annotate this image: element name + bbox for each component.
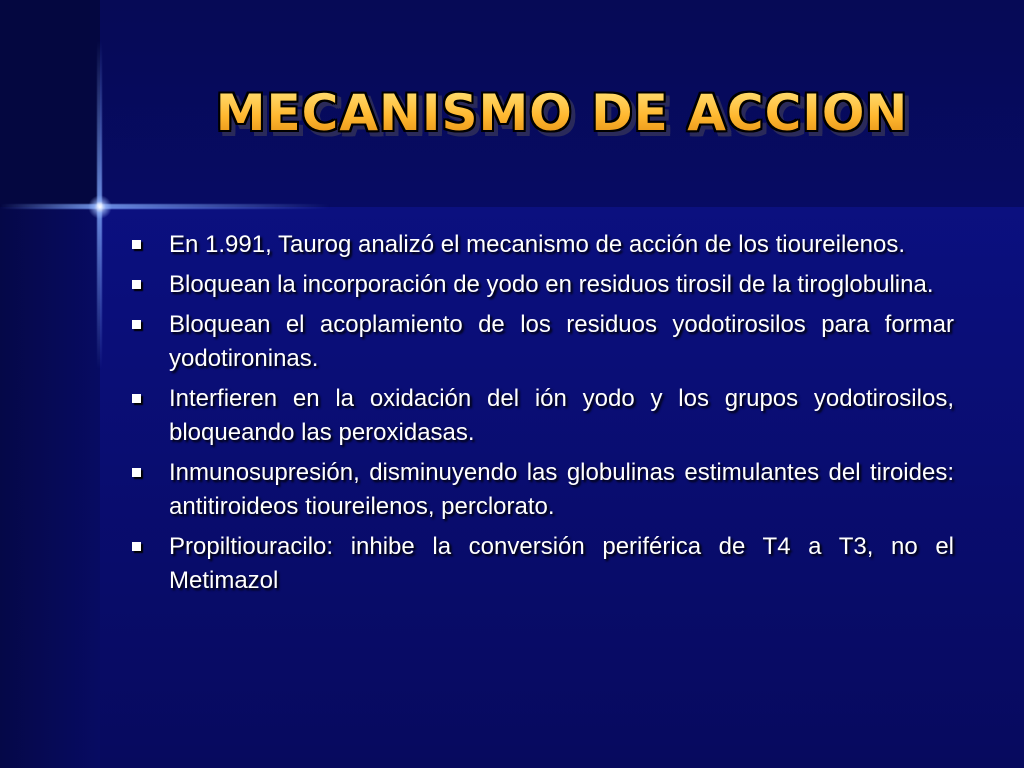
bullet-item (128, 268, 954, 302)
sparkle-star-icon (88, 195, 112, 219)
bullet-text: Interfieren en la oxidación del ión yodo y los grupos yodotirosilos, bloqueando las peroxidasas. (169, 385, 954, 446)
bullet-text: Bloquean la incorporación de yodo en residuos tirosil de la tiroglobulina. (169, 271, 934, 298)
bullet-item (128, 308, 954, 376)
bullet-item (128, 228, 954, 262)
bullet-text: Inmunosupresión, disminuyendo las globulinas estimulantes del tiroides: antitiroideos tioureilenos, perclorato. (169, 459, 954, 520)
bullet-item (128, 456, 954, 524)
bullet-text: En 1.991, Taurog analizó el mecanismo de acción de los tioureilenos. (169, 231, 906, 258)
bullet-item (128, 530, 954, 598)
square-bullet-icon (132, 542, 141, 551)
square-bullet-icon (132, 394, 141, 403)
square-bullet-icon (132, 240, 141, 249)
bullet-text: Bloquean el acoplamiento de los residuos yodotirosilos para formar yodotironinas. (169, 311, 954, 372)
slide-title: MECANISMO DE ACCION (100, 84, 1024, 142)
bullet-text: Propiltiouracilo: inhibe la conversión periférica de T4 a T3, no el Metimazol (169, 533, 954, 594)
top-left-corner (0, 0, 100, 207)
sparkle-horizontal-line (0, 204, 330, 209)
bullet-item (128, 382, 954, 450)
bullet-list (128, 228, 954, 604)
square-bullet-icon (132, 468, 141, 477)
square-bullet-icon (132, 280, 141, 289)
square-bullet-icon (132, 320, 141, 329)
